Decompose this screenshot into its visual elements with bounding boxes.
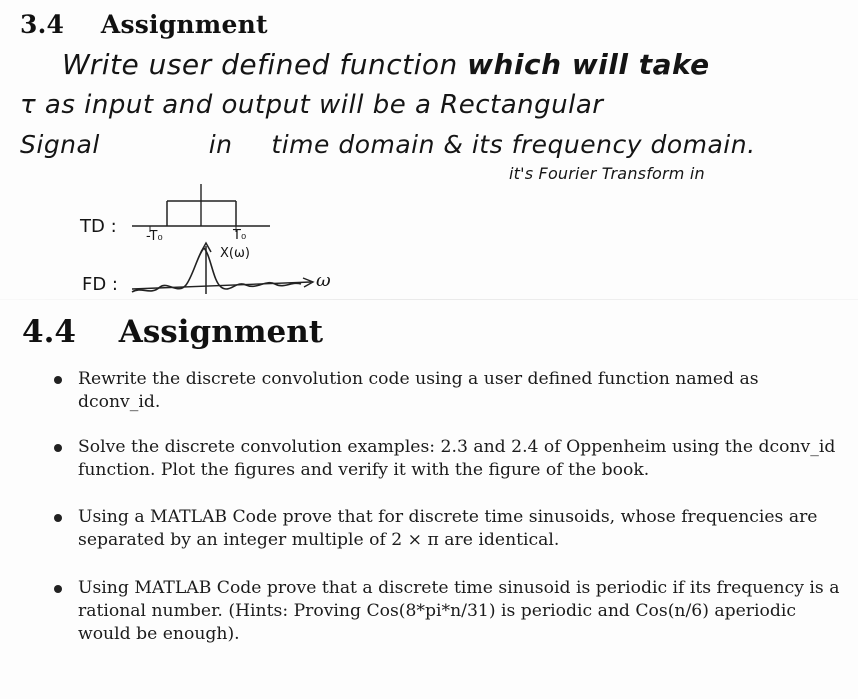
bullet-dot [54,444,62,452]
handwritten-line-3-b: in [208,130,233,159]
handwritten-line-1-a: Write user defined function [62,48,458,81]
bullet-item [54,506,842,552]
omega-label: ω [316,270,331,291]
frequency-axis-arrowhead [303,278,313,287]
handwritten-line-2: τ as input and output will be a Rectangular [20,90,604,120]
bullet-text: Rewrite the discrete convolution code using a user defined function named as dconv_id. [78,369,759,412]
handwritten-line-1 [62,48,710,81]
frequency-vertical-arrowhead [201,243,211,252]
bullet-text: Using a MATLAB Code prove that for discrete time sinusoids, whose frequencies are separated by an integer multiple of 2 × π are identical. [78,507,818,550]
bullet-item [54,368,842,414]
section-divider [0,299,858,300]
handwritten-line-3-c: time domain & its frequency domain. [271,130,756,159]
section-3-4-title: Assignment [100,10,268,39]
section-3-4-number: 3.4 [20,10,65,39]
negative-t0-label: -T₀ [146,229,163,244]
t0-label: T₀ [233,228,247,243]
bullet-text: Solve the discrete convolution examples: 2.3 and 2.4 of Oppenheim using the dconv_id function. Plot the figures and verify it with the figure of the book. [78,437,836,480]
handwritten-line-4: it's Fourier Transform in [509,164,705,183]
section-4-4-heading [22,314,323,350]
section-4-4-title: Assignment [118,314,324,350]
bullet-dot [54,376,62,384]
section-3-4-heading [20,10,268,39]
handwritten-line-3 [20,130,756,159]
handwritten-line-3-a: Signal [20,130,100,159]
td-label: TD : [80,216,117,237]
bullet-text: Using MATLAB Code prove that a discrete time sinusoid is periodic if its frequency is a rational number. (Hints: Proving Cos(8*pi*n/31) is periodic and Cos(n/6) aperiodic would be enough). [78,578,840,644]
bullet-item [54,577,842,646]
fd-label: FD : [82,274,118,295]
bullet-dot [54,514,62,522]
bullet-dot [54,585,62,593]
sinc-curve [132,248,301,292]
handwritten-line-1-b: which will take [467,48,710,81]
frequency-axis-line [132,282,311,289]
section-4-4-number: 4.4 [22,314,76,350]
assignment-bullet-list [54,368,842,668]
bullet-item [54,436,842,482]
x-omega-label: X(ω) [220,246,250,261]
